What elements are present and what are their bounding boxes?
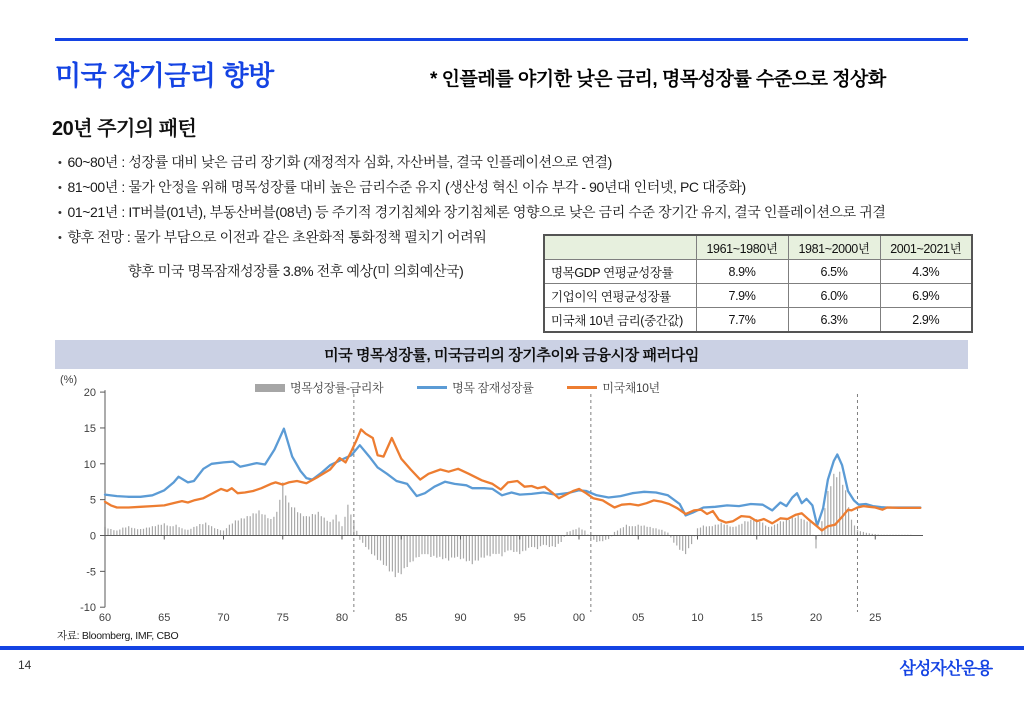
bullet-item-1 bbox=[58, 152, 612, 172]
svg-text:65: 65 bbox=[158, 612, 171, 624]
svg-text:-10: -10 bbox=[80, 602, 96, 615]
svg-text:0: 0 bbox=[89, 530, 96, 543]
bottom-divider bbox=[0, 646, 1024, 650]
section-heading: 20년 주기의 패턴 bbox=[52, 118, 197, 140]
svg-text:70: 70 bbox=[217, 612, 230, 624]
cell-value: 7.7% bbox=[696, 308, 788, 333]
page-number: 14 bbox=[18, 658, 32, 672]
svg-text:-5: -5 bbox=[86, 566, 96, 579]
table-header-period-1: 1961~1980년 bbox=[696, 235, 788, 260]
svg-text:95: 95 bbox=[513, 612, 526, 624]
bullet-item-2 bbox=[58, 177, 746, 197]
svg-text:60: 60 bbox=[98, 612, 112, 624]
svg-text:15: 15 bbox=[83, 422, 96, 435]
legend-label: 명목성장률-금리차 bbox=[290, 381, 384, 395]
bullet-item-4 bbox=[58, 227, 486, 247]
cell-value: 7.9% bbox=[696, 284, 788, 308]
row-label: 명목GDP 연평균성장률 bbox=[544, 260, 696, 284]
table-row bbox=[544, 260, 972, 284]
page-title: 미국 장기금리 향방 bbox=[55, 61, 274, 91]
y-axis-unit-label: (%) bbox=[60, 374, 78, 386]
svg-text:80: 80 bbox=[335, 612, 349, 624]
table-row bbox=[544, 308, 972, 333]
bullet-icon: • bbox=[58, 232, 62, 244]
svg-text:75: 75 bbox=[276, 612, 289, 624]
table-header-period-3: 2001~2021년 bbox=[880, 235, 972, 260]
legend-label: 미국채10년 bbox=[602, 381, 660, 395]
top-divider bbox=[55, 38, 968, 41]
cell-value: 6.9% bbox=[880, 284, 972, 308]
svg-text:90: 90 bbox=[454, 612, 467, 624]
row-label: 기업이익 연평균성장률 bbox=[544, 284, 696, 308]
svg-text:25: 25 bbox=[869, 612, 882, 624]
svg-text:05: 05 bbox=[632, 612, 645, 624]
chart-title-band: 미국 명목성장률, 미국금리의 장기추이와 금융시장 패러다임 bbox=[55, 340, 968, 369]
bullet-text: 01~21년 : IT버블(01년), 부동산버블(08년) 등 주기적 경기침체와 장기침체론 영향으로 낮은 금리 수준 장기간 유지, 결국 인플레이션으로 귀결 bbox=[67, 204, 886, 220]
table-header-row bbox=[544, 235, 972, 260]
bullet-text: 향후 전망 : 물가 부담으로 이전과 같은 초완화적 통화정책 펼치기 어려워 bbox=[67, 229, 487, 245]
row-label: 미국채 10년 금리(중간값) bbox=[544, 308, 696, 333]
svg-text:15: 15 bbox=[750, 612, 763, 624]
cell-value: 6.0% bbox=[788, 284, 880, 308]
bullet-icon: • bbox=[58, 157, 62, 169]
table-row bbox=[544, 284, 972, 308]
trend-chart bbox=[55, 370, 968, 635]
svg-text:5: 5 bbox=[89, 494, 96, 507]
source-note: 자료: Bloomberg, IMF, CBO bbox=[57, 630, 179, 642]
svg-text:20: 20 bbox=[809, 612, 823, 624]
title-annotation: * 인플레를 야기한 낮은 금리, 명목성장률 수준으로 정상화 bbox=[430, 69, 886, 90]
svg-text:10: 10 bbox=[83, 458, 96, 471]
cell-value: 2.9% bbox=[880, 308, 972, 333]
legend-label: 명목 잠재성장률 bbox=[452, 381, 534, 395]
bullet-icon: • bbox=[58, 182, 62, 194]
cell-value: 6.5% bbox=[788, 260, 880, 284]
bullet-text: 81~00년 : 물가 안정을 위해 명목성장률 대비 높은 금리수준 유지 (생산성 혁신 이슈 부각 - 90년대 인터넷, PC 대중화) bbox=[67, 179, 746, 195]
bullet-continuation: 향후 미국 명목잠재성장률 3.8% 전후 예상(미 의회예산국) bbox=[128, 263, 464, 279]
table-header-period-2: 1981~2000년 bbox=[788, 235, 880, 260]
table-header-empty bbox=[544, 235, 696, 260]
svg-text:20: 20 bbox=[83, 387, 96, 400]
svg-text:85: 85 bbox=[395, 612, 408, 624]
bullet-text: 60~80년 : 성장률 대비 낮은 금리 장기화 (재정적자 심화, 자산버블, 결국 인플레이션으로 연결) bbox=[67, 154, 612, 170]
cell-value: 8.9% bbox=[696, 260, 788, 284]
bullet-item-3 bbox=[58, 202, 886, 222]
brand-logo: 삼성자산운용 bbox=[899, 659, 992, 678]
cell-value: 4.3% bbox=[880, 260, 972, 284]
bullet-icon: • bbox=[58, 207, 62, 219]
cell-value: 6.3% bbox=[788, 308, 880, 333]
svg-text:00: 00 bbox=[572, 612, 586, 624]
svg-text:10: 10 bbox=[691, 612, 704, 624]
summary-table bbox=[543, 234, 973, 333]
